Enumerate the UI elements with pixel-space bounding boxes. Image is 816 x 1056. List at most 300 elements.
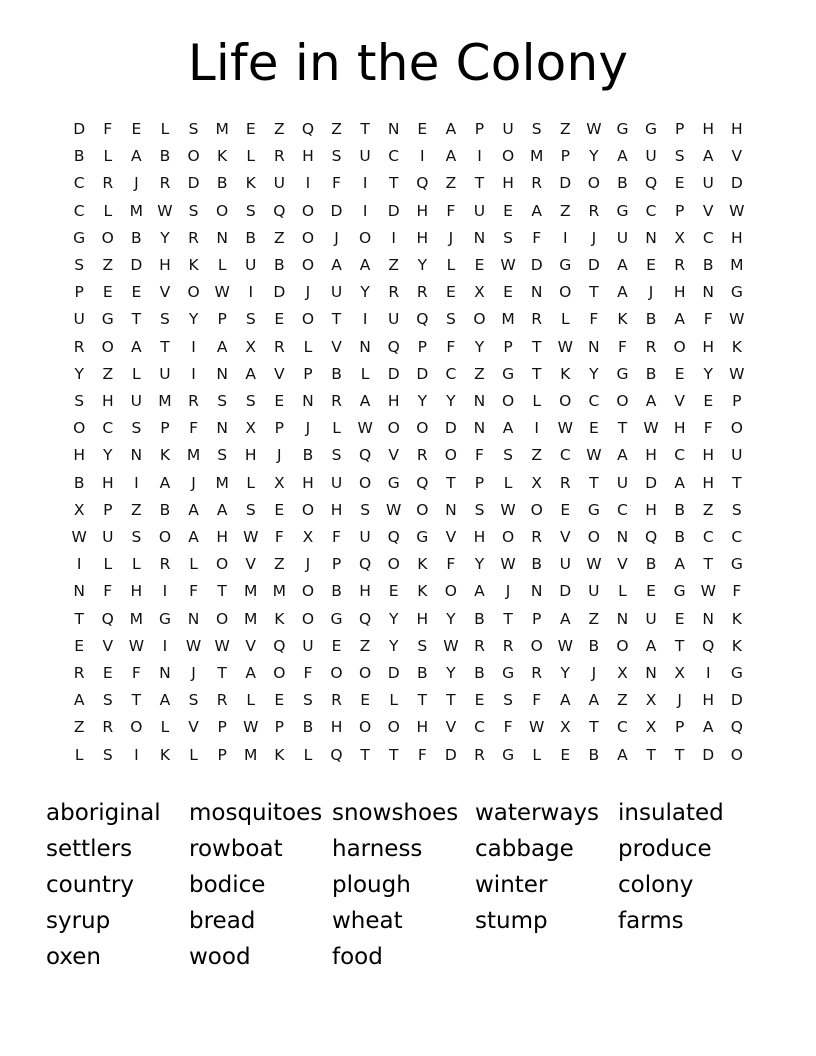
letter-cell[interactable]: H	[244, 446, 257, 465]
letter-cell[interactable]: O	[444, 582, 457, 601]
letter-cell[interactable]: M	[272, 582, 287, 601]
letter-cell[interactable]: F	[274, 528, 284, 547]
letter-cell[interactable]: G	[673, 582, 686, 601]
letter-cell[interactable]: U	[273, 174, 285, 193]
letter-cell[interactable]: H	[159, 256, 171, 275]
letter-cell[interactable]: W	[529, 718, 545, 737]
letter-cell[interactable]: I	[477, 147, 482, 166]
letter-cell[interactable]: A	[245, 364, 257, 383]
letter-cell[interactable]: S	[245, 310, 256, 329]
letter-cell[interactable]: V	[159, 283, 171, 302]
letter-cell[interactable]: J	[277, 446, 282, 465]
letter-cell[interactable]: M	[129, 609, 144, 628]
letter-cell[interactable]: H	[645, 500, 657, 519]
letter-cell[interactable]: J	[134, 174, 139, 193]
letter-cell[interactable]: J	[591, 664, 597, 683]
letter-cell[interactable]: T	[732, 473, 742, 492]
letter-cell[interactable]: E	[74, 636, 85, 655]
letter-cell[interactable]: E	[274, 500, 285, 519]
letter-cell[interactable]: Q	[644, 528, 658, 547]
letter-cell[interactable]: O	[301, 582, 315, 601]
letter-cell[interactable]: O	[501, 528, 515, 547]
letter-cell[interactable]: R	[531, 664, 543, 683]
letter-cell[interactable]: O	[330, 664, 343, 683]
letter-cell[interactable]: I	[134, 473, 139, 492]
letter-cell[interactable]: P	[160, 419, 170, 438]
letter-cell[interactable]: C	[474, 718, 485, 737]
letter-cell[interactable]: F	[703, 419, 713, 438]
letter-cell[interactable]: N	[645, 228, 657, 247]
letter-cell[interactable]: O	[444, 446, 457, 465]
letter-cell[interactable]: T	[331, 310, 342, 329]
letter-cell[interactable]: O	[416, 419, 429, 438]
letter-cell[interactable]: W	[128, 636, 145, 655]
letter-cell[interactable]: A	[531, 201, 542, 220]
letter-cell[interactable]: T	[646, 745, 656, 764]
letter-cell[interactable]: E	[445, 283, 456, 302]
letter-cell[interactable]: B	[216, 174, 228, 193]
letter-cell[interactable]: H	[645, 446, 657, 465]
letter-cell[interactable]: W	[214, 636, 230, 655]
letter-cell[interactable]: V	[331, 337, 342, 356]
letter-cell[interactable]: R	[416, 446, 428, 465]
letter-cell[interactable]: Z	[559, 201, 571, 220]
letter-cell[interactable]: H	[387, 392, 400, 411]
letter-cell[interactable]: R	[502, 636, 514, 655]
letter-cell[interactable]: U	[616, 473, 629, 492]
letter-cell[interactable]: O	[359, 718, 372, 737]
letter-cell[interactable]: N	[473, 419, 486, 438]
letter-cell[interactable]: G	[158, 609, 171, 628]
letter-cell[interactable]: U	[588, 582, 600, 601]
letter-cell[interactable]: V	[388, 446, 399, 465]
letter-cell[interactable]: T	[74, 609, 84, 628]
letter-cell[interactable]: R	[102, 174, 114, 193]
letter-cell[interactable]: L	[618, 582, 627, 601]
letter-cell[interactable]: R	[273, 147, 285, 166]
letter-cell[interactable]: O	[359, 228, 372, 247]
letter-cell[interactable]: L	[189, 555, 198, 574]
letter-cell[interactable]: U	[616, 228, 629, 247]
letter-cell[interactable]: G	[330, 609, 343, 628]
letter-cell[interactable]: T	[674, 745, 685, 764]
letter-cell[interactable]: N	[445, 500, 457, 519]
letter-cell[interactable]: W	[386, 500, 402, 519]
letter-cell[interactable]: Y	[388, 609, 399, 628]
letter-cell[interactable]: I	[191, 364, 196, 383]
letter-cell[interactable]: X	[274, 473, 285, 492]
letter-cell[interactable]: B	[645, 310, 657, 329]
letter-cell[interactable]: G	[101, 310, 114, 329]
letter-cell[interactable]: C	[102, 419, 114, 438]
letter-cell[interactable]: N	[530, 582, 543, 601]
letter-cell[interactable]: F	[703, 310, 713, 329]
letter-cell[interactable]: P	[674, 718, 685, 737]
letter-cell[interactable]: L	[246, 691, 256, 710]
letter-cell[interactable]: K	[560, 364, 571, 383]
letter-cell[interactable]: U	[330, 473, 343, 492]
letter-cell[interactable]: Y	[474, 555, 485, 574]
letter-cell[interactable]: W	[586, 555, 602, 574]
letter-cell[interactable]: U	[645, 609, 657, 628]
letter-cell[interactable]: T	[589, 718, 599, 737]
letter-cell[interactable]: Z	[702, 500, 714, 519]
word-list-item[interactable]: country	[46, 871, 134, 898]
letter-cell[interactable]: N	[73, 582, 85, 601]
letter-cell[interactable]: H	[416, 718, 429, 737]
letter-cell[interactable]: O	[187, 283, 200, 302]
letter-cell[interactable]: J	[191, 664, 196, 683]
letter-cell[interactable]: D	[73, 120, 86, 138]
letter-cell[interactable]: P	[674, 201, 685, 220]
letter-cell[interactable]: A	[188, 500, 199, 519]
letter-cell[interactable]: O	[730, 745, 743, 764]
letter-cell[interactable]: N	[359, 337, 371, 356]
letter-cell[interactable]: Q	[273, 201, 286, 220]
letter-cell[interactable]: D	[130, 256, 143, 275]
letter-cell[interactable]: L	[389, 691, 399, 710]
letter-cell[interactable]: O	[730, 419, 743, 438]
word-list-item[interactable]: colony	[618, 871, 694, 898]
letter-cell[interactable]: J	[305, 555, 311, 574]
letter-cell[interactable]: G	[502, 364, 515, 383]
letter-cell[interactable]: V	[102, 636, 114, 655]
letter-cell[interactable]: U	[645, 147, 657, 166]
word-list-item[interactable]: winter	[475, 871, 548, 898]
letter-cell[interactable]: U	[245, 256, 257, 275]
letter-cell[interactable]: S	[188, 120, 199, 138]
letter-cell[interactable]: C	[617, 718, 628, 737]
letter-cell[interactable]: Y	[589, 147, 599, 166]
letter-cell[interactable]: L	[532, 745, 541, 764]
letter-cell[interactable]: K	[159, 446, 171, 465]
letter-cell[interactable]: C	[445, 364, 457, 383]
letter-cell[interactable]: W	[729, 201, 745, 220]
letter-cell[interactable]: N	[159, 664, 171, 683]
letter-cell[interactable]: Q	[359, 555, 372, 574]
letter-cell[interactable]: T	[446, 473, 456, 492]
letter-cell[interactable]: A	[359, 256, 371, 275]
letter-cell[interactable]: Y	[417, 392, 428, 411]
letter-cell[interactable]: U	[159, 364, 171, 383]
letter-cell[interactable]: P	[474, 473, 485, 492]
letter-cell[interactable]: C	[73, 174, 85, 193]
letter-cell[interactable]: N	[130, 446, 143, 465]
letter-cell[interactable]: X	[674, 228, 685, 247]
word-list-item[interactable]: harness	[332, 835, 423, 862]
letter-cell[interactable]: A	[73, 691, 85, 710]
letter-cell[interactable]: G	[616, 201, 629, 220]
letter-cell[interactable]: L	[360, 364, 370, 383]
letter-cell[interactable]: V	[674, 392, 685, 411]
letter-cell[interactable]: W	[214, 283, 230, 302]
letter-cell[interactable]: P	[274, 718, 284, 737]
letter-cell[interactable]: P	[560, 147, 570, 166]
letter-cell[interactable]: G	[502, 745, 515, 764]
letter-cell[interactable]: O	[473, 310, 486, 329]
letter-cell[interactable]: P	[217, 718, 227, 737]
letter-cell[interactable]: T	[531, 337, 542, 356]
letter-cell[interactable]: L	[560, 310, 570, 329]
letter-cell[interactable]: X	[559, 718, 571, 737]
letter-cell[interactable]: J	[191, 473, 196, 492]
letter-cell[interactable]: E	[331, 636, 342, 655]
letter-cell[interactable]: U	[502, 120, 514, 138]
letter-cell[interactable]: Z	[617, 691, 628, 710]
letter-cell[interactable]: S	[217, 392, 228, 411]
letter-cell[interactable]: F	[131, 664, 141, 683]
letter-cell[interactable]: D	[559, 174, 572, 193]
letter-cell[interactable]: U	[559, 555, 571, 574]
letter-cell[interactable]: Q	[702, 636, 715, 655]
letter-cell[interactable]: P	[417, 337, 427, 356]
letter-cell[interactable]: C	[559, 446, 571, 465]
letter-cell[interactable]: C	[674, 446, 686, 465]
letter-cell[interactable]: L	[303, 745, 313, 764]
letter-cell[interactable]: F	[732, 582, 742, 601]
letter-cell[interactable]: A	[559, 691, 571, 710]
letter-cell[interactable]: O	[301, 500, 315, 519]
letter-cell[interactable]: H	[101, 473, 114, 492]
letter-cell[interactable]: V	[274, 364, 285, 383]
letter-cell[interactable]: J	[505, 582, 511, 601]
letter-cell[interactable]: W	[557, 337, 573, 356]
letter-cell[interactable]: N	[702, 609, 715, 628]
letter-cell[interactable]: Q	[644, 174, 658, 193]
letter-cell[interactable]: M	[129, 201, 144, 220]
letter-cell[interactable]: L	[332, 419, 341, 438]
letter-cell[interactable]: R	[388, 283, 400, 302]
letter-cell[interactable]: O	[673, 337, 686, 356]
letter-cell[interactable]: O	[187, 147, 200, 166]
letter-cell[interactable]: U	[359, 528, 371, 547]
letter-cell[interactable]: I	[391, 228, 396, 247]
letter-cell[interactable]: B	[588, 636, 600, 655]
letter-cell[interactable]: R	[559, 473, 571, 492]
letter-cell[interactable]: A	[617, 147, 628, 166]
letter-cell[interactable]: Y	[560, 664, 570, 683]
letter-cell[interactable]: W	[500, 256, 516, 275]
letter-cell[interactable]: S	[188, 201, 199, 220]
letter-cell[interactable]: P	[217, 745, 227, 764]
letter-cell[interactable]: U	[102, 528, 114, 547]
letter-cell[interactable]: W	[243, 528, 259, 547]
letter-cell[interactable]: S	[417, 636, 428, 655]
letter-cell[interactable]: E	[674, 174, 685, 193]
letter-cell[interactable]: V	[702, 201, 714, 220]
letter-cell[interactable]: U	[473, 201, 486, 220]
letter-cell[interactable]: U	[302, 636, 314, 655]
letter-cell[interactable]: B	[474, 609, 485, 628]
letter-cell[interactable]: O	[301, 609, 315, 628]
letter-cell[interactable]: F	[103, 120, 113, 138]
letter-cell[interactable]: F	[532, 228, 542, 247]
letter-cell[interactable]: L	[160, 718, 170, 737]
letter-cell[interactable]: F	[332, 528, 341, 547]
letter-cell[interactable]: D	[444, 745, 457, 764]
letter-cell[interactable]: W	[729, 310, 745, 329]
letter-cell[interactable]: H	[416, 201, 429, 220]
letter-cell[interactable]: W	[700, 582, 716, 601]
letter-cell[interactable]: Z	[588, 609, 600, 628]
letter-cell[interactable]: J	[305, 419, 311, 438]
letter-cell[interactable]: E	[360, 691, 370, 710]
letter-cell[interactable]: A	[645, 392, 657, 411]
letter-cell[interactable]: N	[645, 664, 657, 683]
letter-cell[interactable]: T	[531, 364, 542, 383]
letter-cell[interactable]: S	[360, 500, 371, 519]
letter-cell[interactable]: B	[674, 500, 685, 519]
letter-cell[interactable]: G	[616, 364, 629, 383]
letter-cell[interactable]: X	[674, 664, 685, 683]
letter-cell[interactable]: C	[73, 201, 85, 220]
letter-cell[interactable]: T	[360, 745, 370, 764]
letter-cell[interactable]: X	[617, 664, 628, 683]
letter-cell[interactable]: S	[188, 691, 199, 710]
letter-cell[interactable]: R	[645, 337, 657, 356]
letter-cell[interactable]: T	[589, 283, 599, 302]
letter-cell[interactable]: A	[674, 310, 685, 329]
letter-cell[interactable]: L	[246, 473, 256, 492]
letter-cell[interactable]: V	[245, 555, 257, 574]
word-list-item[interactable]: mosquitoes	[189, 799, 323, 826]
letter-cell[interactable]: B	[416, 664, 428, 683]
letter-cell[interactable]: Y	[160, 228, 170, 247]
letter-cell[interactable]: O	[387, 555, 400, 574]
letter-cell[interactable]: S	[245, 392, 256, 411]
letter-cell[interactable]: P	[303, 364, 313, 383]
letter-cell[interactable]: E	[131, 283, 142, 302]
letter-cell[interactable]: H	[130, 582, 143, 601]
letter-cell[interactable]: D	[530, 256, 543, 275]
letter-cell[interactable]: R	[674, 256, 686, 275]
letter-cell[interactable]: K	[417, 582, 428, 601]
word-list-item[interactable]: insulated	[618, 799, 724, 826]
letter-cell[interactable]: K	[245, 174, 256, 193]
letter-cell[interactable]: O	[501, 147, 515, 166]
letter-cell[interactable]: J	[334, 228, 339, 247]
letter-cell[interactable]: E	[674, 364, 685, 383]
letter-cell[interactable]: W	[586, 120, 602, 138]
letter-cell[interactable]: L	[74, 745, 84, 764]
letter-cell[interactable]: Z	[559, 120, 571, 138]
letter-cell[interactable]: R	[531, 174, 543, 193]
letter-cell[interactable]: E	[474, 691, 485, 710]
letter-cell[interactable]: B	[331, 364, 342, 383]
letter-cell[interactable]: T	[160, 337, 170, 356]
letter-cell[interactable]: B	[302, 718, 314, 737]
letter-cell[interactable]: X	[302, 528, 314, 547]
letter-cell[interactable]: B	[274, 256, 285, 275]
letter-cell[interactable]: S	[303, 691, 313, 710]
letter-cell[interactable]: D	[730, 174, 743, 193]
letter-cell[interactable]: X	[73, 500, 85, 519]
letter-cell[interactable]: B	[159, 147, 171, 166]
letter-cell[interactable]: J	[591, 228, 597, 247]
letter-cell[interactable]: U	[330, 283, 343, 302]
letter-cell[interactable]: H	[702, 446, 715, 465]
letter-cell[interactable]: O	[501, 392, 515, 411]
letter-cell[interactable]: T	[131, 310, 142, 329]
letter-cell[interactable]: K	[731, 636, 742, 655]
letter-cell[interactable]: E	[503, 201, 513, 220]
letter-cell[interactable]: G	[502, 664, 515, 683]
letter-cell[interactable]: R	[474, 745, 485, 764]
letter-cell[interactable]: U	[359, 147, 371, 166]
letter-cell[interactable]: N	[187, 609, 200, 628]
letter-cell[interactable]: O	[616, 636, 629, 655]
letter-cell[interactable]: U	[388, 310, 400, 329]
letter-cell[interactable]: E	[417, 120, 428, 138]
letter-cell[interactable]: E	[503, 283, 513, 302]
letter-cell[interactable]: O	[616, 392, 629, 411]
letter-cell[interactable]: A	[559, 609, 571, 628]
letter-cell[interactable]: C	[617, 500, 628, 519]
letter-cell[interactable]: H	[702, 691, 715, 710]
letter-cell[interactable]: B	[131, 228, 142, 247]
letter-cell[interactable]: O	[301, 310, 315, 329]
letter-cell[interactable]: L	[246, 147, 256, 166]
letter-cell[interactable]: S	[245, 500, 256, 519]
letter-cell[interactable]: F	[532, 691, 542, 710]
letter-cell[interactable]: O	[301, 256, 315, 275]
letter-cell[interactable]: N	[702, 283, 715, 302]
letter-cell[interactable]: L	[103, 201, 113, 220]
letter-cell[interactable]: S	[331, 147, 342, 166]
letter-cell[interactable]: W	[443, 636, 459, 655]
letter-cell[interactable]: N	[302, 392, 314, 411]
letter-cell[interactable]: B	[617, 174, 628, 193]
letter-cell[interactable]: R	[416, 283, 428, 302]
letter-cell[interactable]: F	[589, 310, 599, 329]
letter-cell[interactable]: X	[245, 337, 257, 356]
letter-cell[interactable]: H	[502, 174, 514, 193]
word-list-item[interactable]: wheat	[332, 907, 403, 934]
letter-cell[interactable]: R	[331, 691, 342, 710]
letter-cell[interactable]: F	[417, 745, 427, 764]
letter-cell[interactable]: W	[243, 718, 259, 737]
letter-cell[interactable]: P	[674, 120, 685, 138]
letter-cell[interactable]: A	[359, 392, 371, 411]
letter-cell[interactable]: E	[274, 310, 285, 329]
letter-cell[interactable]: E	[646, 256, 656, 275]
letter-cell[interactable]: O	[530, 636, 543, 655]
word-list-item[interactable]: aboriginal	[46, 799, 161, 826]
letter-cell[interactable]: X	[474, 283, 485, 302]
letter-cell[interactable]: A	[131, 337, 142, 356]
letter-cell[interactable]: W	[157, 201, 173, 220]
letter-cell[interactable]: S	[217, 446, 228, 465]
letter-cell[interactable]: A	[617, 256, 628, 275]
word-list-item[interactable]: stump	[475, 907, 548, 934]
letter-cell[interactable]: G	[416, 528, 429, 547]
letter-cell[interactable]: B	[674, 528, 685, 547]
letter-cell[interactable]: Z	[274, 555, 285, 574]
letter-cell[interactable]: L	[103, 147, 113, 166]
letter-cell[interactable]: N	[216, 419, 228, 438]
letter-cell[interactable]: B	[588, 745, 600, 764]
letter-cell[interactable]: F	[103, 582, 113, 601]
letter-cell[interactable]: L	[503, 473, 513, 492]
letter-cell[interactable]: Z	[531, 446, 542, 465]
letter-cell[interactable]: G	[587, 500, 600, 519]
letter-cell[interactable]: O	[216, 609, 229, 628]
letter-cell[interactable]: O	[587, 174, 600, 193]
letter-cell[interactable]: M	[186, 446, 201, 465]
letter-cell[interactable]: S	[74, 392, 85, 411]
letter-cell[interactable]: N	[530, 283, 543, 302]
letter-cell[interactable]: O	[273, 664, 286, 683]
